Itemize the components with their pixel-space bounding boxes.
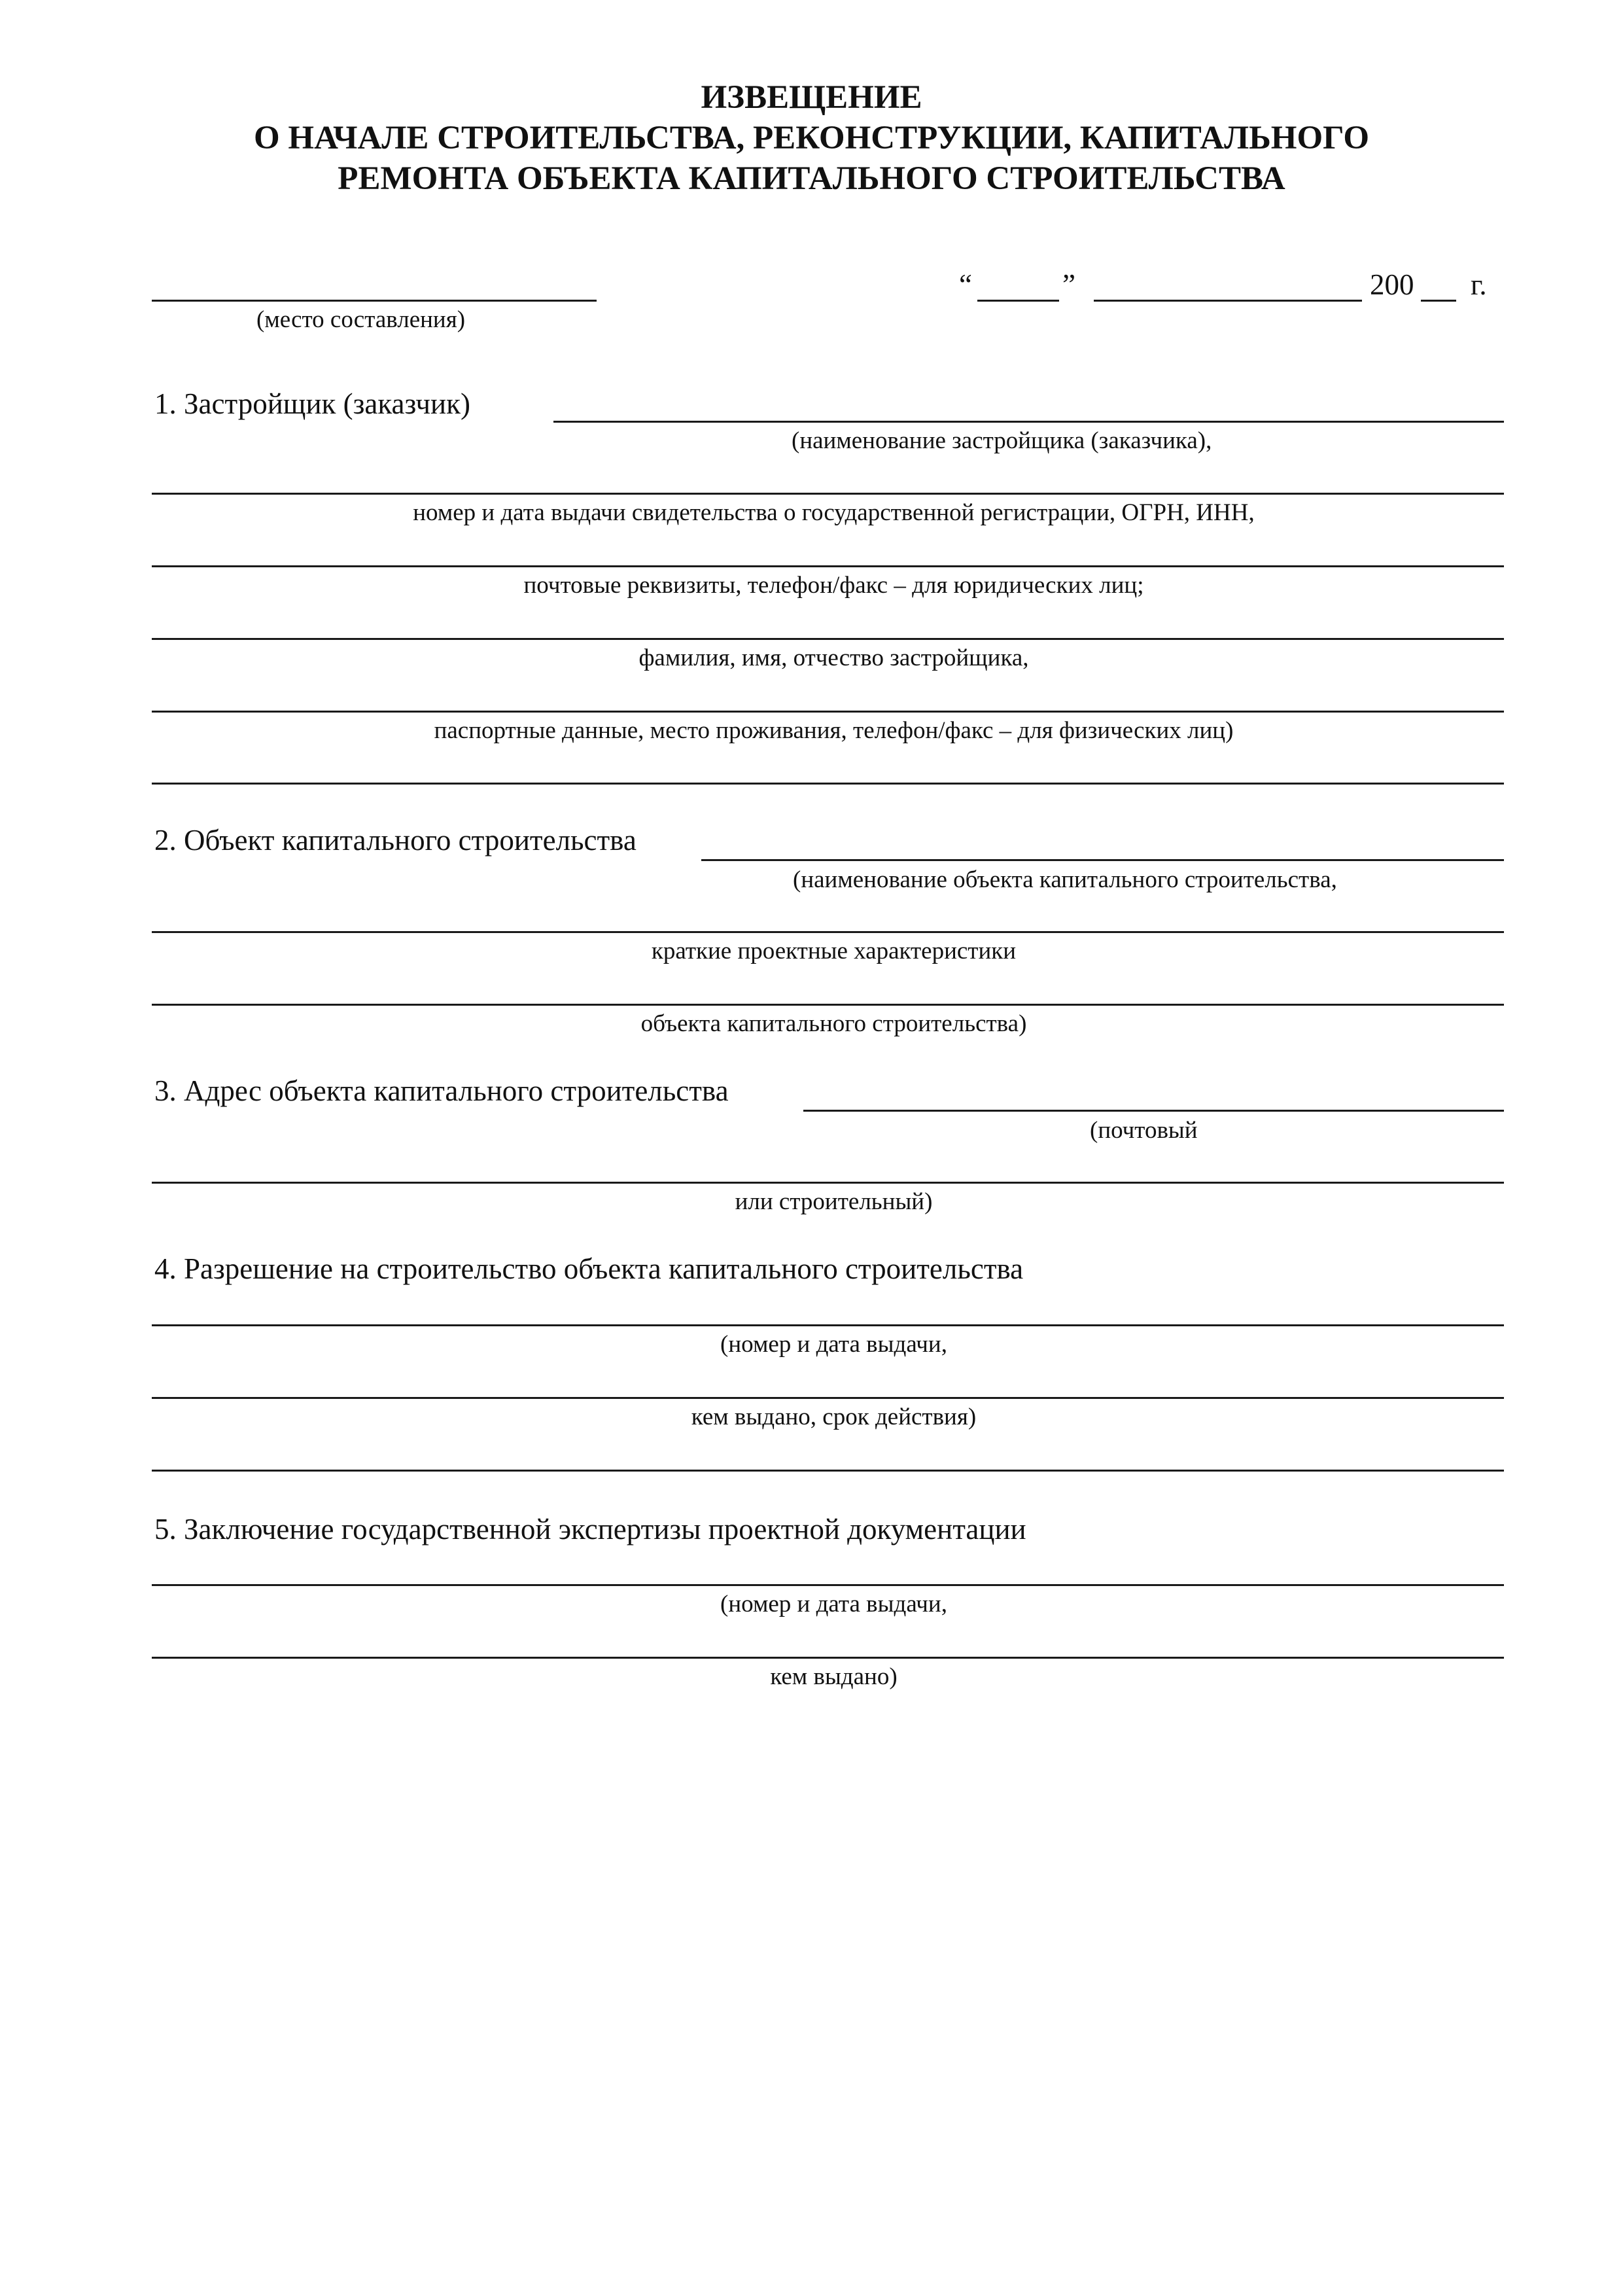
section2-caption-2: краткие проектные характеристики [651,938,1017,964]
section5-caption-1: (номер и дата выдачи, [720,1591,947,1617]
section2-field-3[interactable] [152,1004,1504,1006]
section4-caption-1: (номер и дата выдачи, [720,1331,947,1358]
section2-label: 2. Объект капитального строительства [154,824,637,857]
section1-caption-1: (наименование застройщика (заказчика), [792,427,1212,454]
section2-caption-1: (наименование объекта капитального строительства, [793,866,1337,893]
month-field[interactable] [1094,300,1362,302]
title-line-2: О НАЧАЛЕ СТРОИТЕЛЬСТВА, РЕКОНСТРУКЦИИ, КАПИТАЛЬНОГО [254,120,1369,156]
section4-field-2[interactable] [152,1397,1504,1399]
section3-field-2[interactable] [152,1182,1504,1184]
place-field[interactable] [152,300,597,302]
section1-caption-3: почтовые реквизиты, телефон/факс – для юридических лиц; [523,572,1144,599]
quote-close: ” [1062,268,1075,301]
section1-label: 1. Застройщик (заказчик) [154,387,470,420]
section1-field-4[interactable] [152,638,1504,640]
section2-field-2[interactable] [152,931,1504,933]
section3-label: 3. Адрес объекта капитального строительства [154,1074,729,1107]
section1-field-2[interactable] [152,493,1504,495]
section2-caption-3: объекта капитального строительства) [640,1010,1027,1037]
section1-field-6[interactable] [152,783,1504,785]
title-line-3: РЕМОНТА ОБЪЕКТА КАПИТАЛЬНОГО СТРОИТЕЛЬСТВА [338,160,1285,197]
section4-label: 4. Разрешение на строительство объекта капитального строительства [154,1252,1024,1285]
section2-field-1[interactable] [701,859,1504,861]
section1-field-1[interactable] [553,421,1504,423]
day-field[interactable] [977,300,1059,302]
section1-field-5[interactable] [152,711,1504,713]
section3-caption-2: или строительный) [735,1188,933,1215]
section3-caption-1: (почтовый [1090,1117,1198,1144]
section1-field-3[interactable] [152,565,1504,567]
title-line-1: ИЗВЕЩЕНИЕ [701,79,922,116]
year-suffix: г. [1471,268,1487,301]
section5-label: 5. Заключение государственной экспертизы проектной документации [154,1513,1026,1545]
section4-field-3[interactable] [152,1470,1504,1472]
section4-field-1[interactable] [152,1324,1504,1326]
year-prefix: 200 [1370,268,1414,301]
quote-open: “ [959,268,972,301]
document-title [0,77,1623,199]
place-caption: (место составления) [256,306,466,333]
section5-field-1[interactable] [152,1584,1504,1586]
section4-caption-2: кем выдано, срок действия) [691,1404,977,1430]
section1-caption-2: номер и дата выдачи свидетельства о государственной регистрации, ОГРН, ИНН, [413,499,1255,526]
section3-field-1[interactable] [803,1110,1504,1112]
section1-caption-4: фамилия, имя, отчество застройщика, [638,645,1029,671]
section5-field-2[interactable] [152,1657,1504,1659]
section5-caption-2: кем выдано) [770,1663,898,1690]
section1-caption-5: паспортные данные, место проживания, телефон/факс – для физических лиц) [434,717,1234,744]
year-field[interactable] [1421,300,1456,302]
